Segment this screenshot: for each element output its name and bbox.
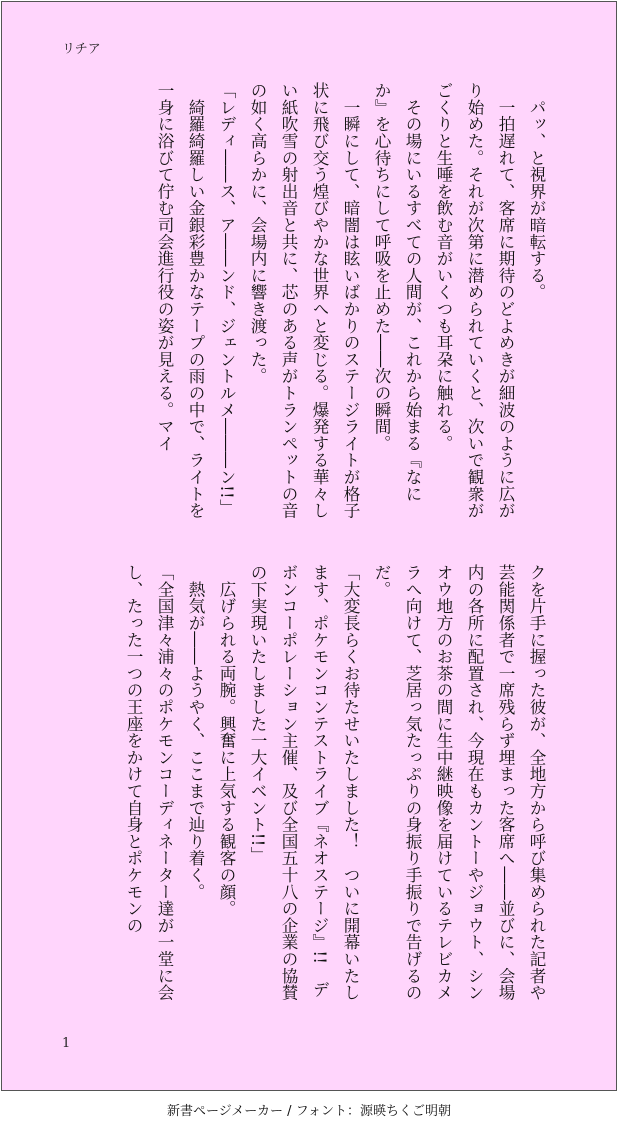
paragraph: その場にいるすべての人間が、これから始まる『なにか』を心待ちにして呼吸を止めた――次の瞬間。 (372, 82, 422, 502)
paragraph: 「大変長らくお待たせいたしました！ ついに開幕いたします、ポケモンコンテストライブ『ネオステージ』!! デボンコーポレーション主催、及び全国五十八の企業の協賛の下実現いたしました一大イベント!!」 (248, 564, 360, 1001)
paragraph: パッ、と視界が暗転する。 (527, 82, 546, 301)
paragraph: 熱気が――ようやく、ここまで辿り着く。 (186, 564, 205, 900)
upper-text-column (52, 82, 552, 522)
paragraph: 「全国津々浦々のポケモンコーディネーター達が一堂に会し、たった一つの王座をかけて自身とポケモンの (124, 564, 174, 1001)
paragraph: 綺羅綺羅しい金銀彩豊かなテープの雨の中で、ライトを一身に浴びて佇む司会進行役の姿が見える。マイ (155, 82, 205, 519)
paragraph: クを片手に握った彼が、全地方から呼び集められた記者や芸能関係者で一席残らず埋まった客席へ――並びに、会場内の各所に配置され、今現在もカントーやジョウト、シンオウ地方のお茶の間に生中継映像を届けているテレビカメラへ向けて、芝居っ気たっぷりの身振り手振りで告げるのだ。 (372, 564, 546, 1001)
lower-text-column (52, 564, 552, 1004)
manuscript-page (1, 1, 617, 1091)
paragraph: 広げられる両腕。興奮に上気する観客の顔。 (217, 564, 236, 917)
paragraph: 一拍遅れて、客席に期待のどよめきが細波のように広がり始めた。それが次第に潜められていくと、次いで観衆がごくりと生唾を飲む音がいくつも耳朶に触れる。 (434, 82, 515, 519)
paragraph: 一瞬にして、暗闇は眩いばかりのステージライトが格子状に飛び交う煌びやかな世界へと変じる。爆発する華々しい紙吹雪の射出音と共に、芯のある声がトランペットの音の如く高らかに、会場内に響き渡った。 (248, 82, 360, 519)
footer-credit: 新書ページメーカー / フォント：源暎ちくご明朝 (166, 1104, 452, 1119)
page-title: リチア (62, 42, 101, 57)
page-number: 1 (62, 1036, 71, 1051)
paragraph: 「レディ――ス、ア――ンド、ジェントルメ―――ン!!」 (217, 82, 236, 516)
